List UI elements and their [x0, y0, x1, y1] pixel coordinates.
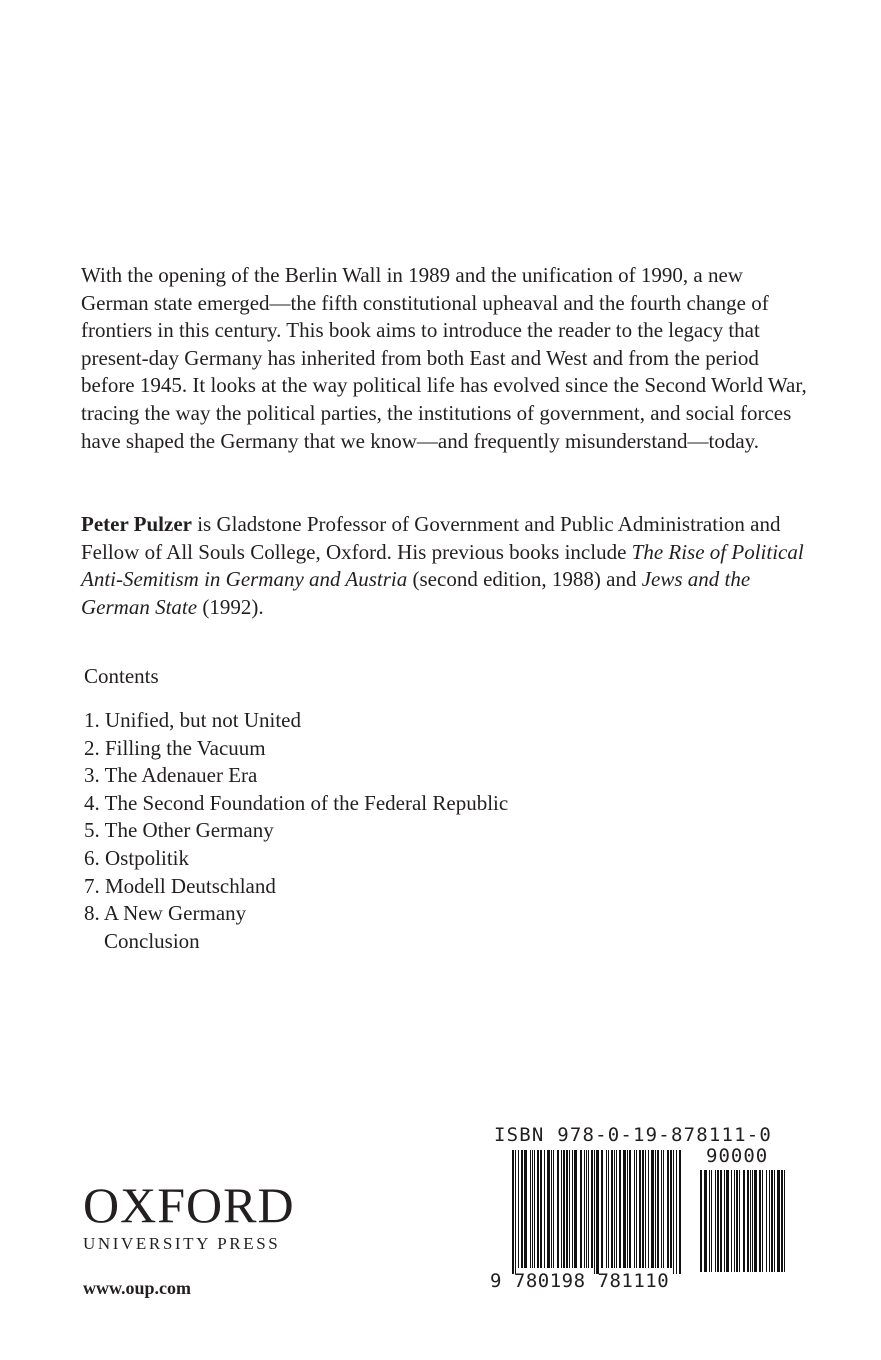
- addon-bar: [739, 1170, 740, 1272]
- barcode-bar: [639, 1150, 641, 1268]
- addon-bar: [781, 1170, 783, 1272]
- barcode-bar: [530, 1150, 531, 1268]
- toc-item: 5. The Other Germany: [84, 818, 274, 843]
- barcode-bar: [563, 1150, 565, 1268]
- barcode-bar: [614, 1150, 615, 1268]
- publisher-logo: [83, 1177, 295, 1254]
- book-blurb: With the opening of the Berlin Wall in 1989 and the unification of 1990, a new German state emerged—the fifth constitutional upheaval and the fourth change of frontiers in this century. This book aims to introduce the reader to the legacy that present-day Germany has inherited from both East and West and from the period before 1945. It looks at the way political life has evolved since the Second World War, tracing the way the political parties, the institutions of government, and social forces have shaped the Germany that we know—and frequently misunderstand—today.: [81, 263, 807, 453]
- author-bio: [81, 511, 811, 621]
- barcode-bar: [655, 1150, 656, 1268]
- barcode-bar: [586, 1150, 587, 1268]
- toc-item: 2. Filling the Vacuum: [84, 735, 266, 760]
- toc-item: 3. The Adenauer Era: [84, 763, 258, 788]
- table-of-contents: [84, 707, 508, 955]
- barcode-bar: [566, 1150, 568, 1268]
- barcode-bar: [648, 1150, 649, 1268]
- publisher-name: OXFORD: [83, 1177, 295, 1233]
- barcode-bar: [553, 1150, 554, 1268]
- barcode-bar: [611, 1150, 613, 1268]
- toc-item: 7. Modell Deutschland: [84, 873, 276, 898]
- addon-bar: [711, 1170, 712, 1272]
- addon-bar: [762, 1170, 763, 1272]
- addon-bar: [726, 1170, 729, 1272]
- barcode-bar: [642, 1150, 644, 1268]
- publisher-url: www.oup.com: [83, 1278, 192, 1298]
- barcode-bar: [676, 1150, 677, 1274]
- barcode-bar: [532, 1150, 533, 1268]
- addon-bar: [736, 1170, 738, 1272]
- barcode-bar: [580, 1150, 582, 1268]
- barcode-bar: [551, 1150, 552, 1268]
- barcode-bar: [588, 1150, 589, 1268]
- barcode-bar: [645, 1150, 646, 1268]
- toc-item: 1. Unified, but not United: [84, 708, 301, 732]
- barcode-bar: [518, 1150, 519, 1268]
- barcode-bar: [596, 1150, 599, 1274]
- addon-bar: [747, 1170, 749, 1272]
- barcode-bar: [670, 1150, 672, 1268]
- barcode-bar: [544, 1150, 545, 1268]
- toc-item: 6. Ostpolitik: [84, 845, 190, 870]
- barcode-bar: [572, 1150, 573, 1268]
- barcode-bar: [619, 1150, 621, 1268]
- barcode-bar: [591, 1150, 593, 1268]
- addon-bar: [774, 1170, 775, 1272]
- toc-item: 8. A New Germany: [84, 901, 247, 926]
- barcode-bar: [667, 1150, 669, 1268]
- barcode-bar: [616, 1150, 617, 1268]
- barcode-bar: [679, 1150, 681, 1274]
- barcode-bar: [627, 1150, 628, 1268]
- barcode-digits-left: 780198: [513, 1270, 586, 1292]
- barcode-digits-right: 781110: [597, 1270, 670, 1292]
- addon-bar: [754, 1170, 757, 1272]
- addon-bar: [731, 1170, 732, 1272]
- publisher-subtitle: UNIVERSITY PRESS: [83, 1234, 281, 1253]
- barcode-bar: [594, 1150, 595, 1274]
- barcode-bar: [623, 1150, 626, 1268]
- barcode-bar: [521, 1150, 523, 1268]
- barcode-bar: [557, 1150, 559, 1268]
- barcode-bar: [569, 1150, 570, 1268]
- addon-bar: [717, 1170, 719, 1272]
- barcode-bar: [606, 1150, 607, 1268]
- addon-bar: [700, 1170, 702, 1272]
- barcode: [480, 1140, 800, 1274]
- barcode-bar: [636, 1150, 637, 1268]
- addon-bar: [750, 1170, 751, 1272]
- addon-bar: [724, 1170, 725, 1272]
- barcode-bar: [663, 1150, 664, 1268]
- addon-bar: [769, 1170, 770, 1272]
- barcode-bar: [601, 1150, 603, 1268]
- toc-item: 4. The Second Foundation of the Federal Republic: [84, 790, 509, 815]
- bio-text-3: (1992).: [197, 594, 264, 619]
- addon-bar: [709, 1170, 710, 1272]
- bio-text-1: is Gladstone Professor of Government and Public Administration and Fellow of All Souls College, Oxford. His previous books include: [81, 512, 781, 564]
- barcode-bar: [661, 1150, 662, 1268]
- barcode-digit-lead: 9: [490, 1270, 502, 1292]
- barcode-bar: [540, 1150, 542, 1268]
- addon-bar: [771, 1170, 773, 1272]
- addon-bar: [734, 1170, 735, 1272]
- addon-bar: [777, 1170, 780, 1272]
- barcode-bar: [629, 1150, 631, 1268]
- barcode-bar: [524, 1150, 527, 1268]
- price-code: 90000: [706, 1145, 769, 1167]
- barcode-bar: [512, 1150, 514, 1274]
- barcode-bar: [651, 1150, 654, 1268]
- addon-bar: [752, 1170, 753, 1272]
- addon-bar: [743, 1170, 745, 1272]
- addon-bar: [784, 1170, 785, 1272]
- contents-heading: Contents: [84, 664, 159, 688]
- barcode-bar: [561, 1150, 562, 1268]
- book-title-2: Jews and the German State: [81, 567, 751, 619]
- barcode-bar: [534, 1150, 535, 1268]
- barcode-bar: [537, 1150, 539, 1268]
- barcode-bar: [515, 1150, 516, 1274]
- addon-bar: [766, 1170, 767, 1272]
- barcode-bar: [634, 1150, 635, 1268]
- author-name: Peter Pulzer: [81, 512, 192, 536]
- barcode-digits: [490, 1270, 669, 1292]
- addon-bar: [704, 1170, 707, 1272]
- book-title-1: The Rise of Political Anti-Semitism in Germany and Austria: [81, 539, 804, 592]
- bio-text-2: (second edition, 1988) and: [407, 567, 642, 592]
- toc-conclusion: Conclusion: [104, 928, 200, 953]
- addon-bar: [759, 1170, 761, 1272]
- barcode-bar: [584, 1150, 585, 1268]
- barcode-bar: [547, 1150, 550, 1268]
- isbn-label: ISBN 978-0-19-878111-0: [494, 1124, 773, 1146]
- barcode-bar: [608, 1150, 609, 1268]
- addon-bar: [720, 1170, 722, 1272]
- barcode-bar: [673, 1150, 674, 1274]
- barcode-bar: [657, 1150, 659, 1268]
- addon-bar: [715, 1170, 716, 1272]
- barcode-bar: [574, 1150, 577, 1268]
